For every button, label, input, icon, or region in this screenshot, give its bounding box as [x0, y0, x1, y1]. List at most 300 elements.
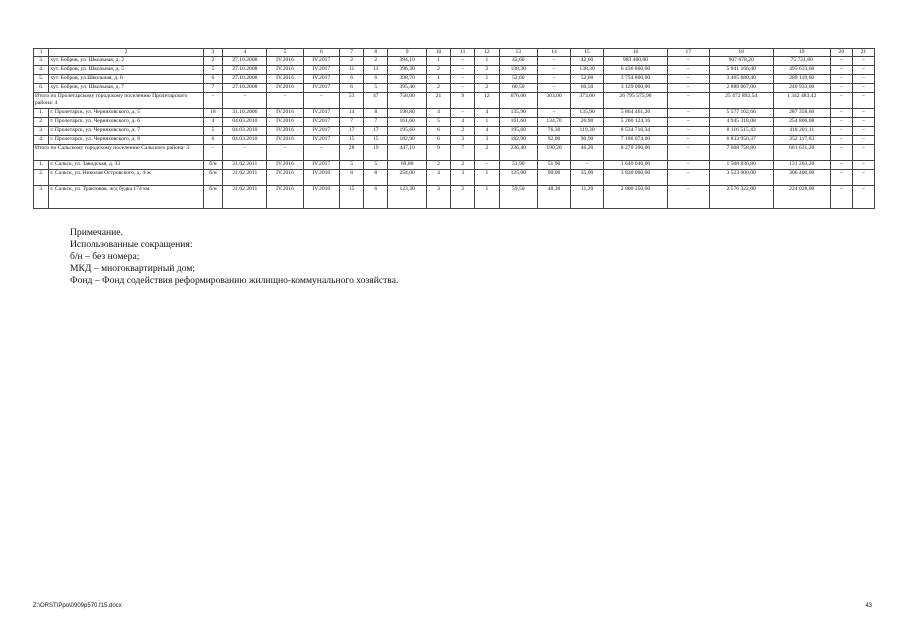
table-cell: 9	[426, 145, 450, 161]
table-cell: 60,50	[571, 84, 604, 93]
subtotal-label: Итого по Пролетарскому городскому поселению Пролетарского района: 4	[34, 93, 204, 109]
table-cell: 04.03.2010	[223, 136, 267, 145]
column-number-cell: 6	[303, 49, 339, 57]
table-cell: 236,40	[499, 145, 538, 161]
address-cell: г. Пролетарск, ул. Черняховского, д. 6	[49, 118, 203, 127]
table-cell: 5	[364, 161, 388, 170]
table-row	[34, 170, 875, 186]
table-cell: 1 342 483,42	[773, 93, 830, 109]
table-cell: 52,60	[499, 75, 538, 84]
table-cell: IV.2016	[267, 109, 303, 118]
address-cell: хут. Бобров, ул. Школьная, д. 2	[49, 57, 203, 66]
table-cell: 394,10	[388, 57, 427, 66]
table-cell: 3	[451, 136, 475, 145]
table-cell: 138,30	[499, 66, 538, 75]
column-number-cell: 2	[49, 49, 203, 57]
table-cell: 21	[426, 93, 450, 109]
column-number-cell: 4	[223, 49, 267, 57]
notes-block	[70, 227, 398, 287]
table-cell: 3 523 600,00	[709, 170, 773, 186]
column-number-cell: 20	[830, 49, 852, 57]
table-cell: 2 576 322,00	[709, 186, 773, 209]
table-row	[34, 136, 875, 145]
table-cell: 6	[339, 84, 363, 93]
table-cell: –	[830, 186, 852, 209]
table-cell: 76,30	[538, 127, 571, 136]
table-cell: –	[538, 75, 571, 84]
table-cell: –	[267, 93, 303, 109]
table-cell: 4	[203, 118, 223, 127]
table-cell: 21.02.2011	[223, 161, 267, 170]
table-cell: IV.2017	[303, 109, 339, 118]
table-cell: 75 721,80	[773, 57, 830, 66]
table-cell: 240 933,00	[773, 84, 830, 93]
table-cell: –	[852, 57, 874, 66]
table-cell: IV.2017	[303, 136, 339, 145]
table-cell: 7 608 758,80	[709, 145, 773, 161]
table-cell: 306 400,00	[773, 170, 830, 186]
table-cell: –	[852, 145, 874, 161]
table-cell: 447,10	[388, 145, 427, 161]
address-cell: г. Пролетарск, ул. Черняховского, д. 7	[49, 127, 203, 136]
table-cell: –	[852, 170, 874, 186]
table-cell: –	[852, 118, 874, 127]
table-cell: –	[667, 145, 709, 161]
table-cell: 5	[364, 84, 388, 93]
table-cell: –	[203, 145, 223, 161]
address-cell: хут. Бобров, ул. Школьная, д. 7	[49, 84, 203, 93]
table-body	[34, 49, 875, 209]
subtotal-row	[34, 145, 875, 161]
table-cell: –	[830, 57, 852, 66]
table-cell: 11,20	[571, 186, 604, 209]
table-cell: IV.2017	[303, 84, 339, 93]
table-cell: IV.2016	[267, 170, 303, 186]
table-cell: –	[830, 170, 852, 186]
table-cell: 418 201,11	[773, 127, 830, 136]
table-cell: 6	[426, 136, 450, 145]
table-cell: –	[667, 170, 709, 186]
table-cell: 125,00	[499, 170, 538, 186]
address-cell: г. Сальск, ул. Трактовая, ж/д будка 174 км	[49, 186, 203, 209]
table-cell: –	[538, 84, 571, 93]
table-cell: 373,00	[571, 93, 604, 109]
table-cell: 2	[475, 66, 499, 75]
address-cell: г. Сальск, ул. Заводская, д. 33	[49, 161, 203, 170]
table-cell: 287 358,60	[773, 109, 830, 118]
table-cell: 5 941 166,40	[709, 66, 773, 75]
table-cell: 5 864 461,26	[604, 109, 668, 118]
table-cell: 4	[475, 109, 499, 118]
table-cell: 2	[451, 127, 475, 136]
table-cell: –	[451, 109, 475, 118]
table-cell: –	[451, 57, 475, 66]
table-cell: 6	[364, 75, 388, 84]
table-cell: 135,90	[571, 109, 604, 118]
table-cell: 495 633,60	[773, 66, 830, 75]
table-cell: –	[830, 66, 852, 75]
table-cell: 4	[475, 127, 499, 136]
table-cell: 27.10.2008	[223, 66, 267, 75]
table-cell: 27.10.2008	[223, 57, 267, 66]
address-cell: хут. Бобров, ул. Школьная, д. 5	[49, 66, 203, 75]
table-cell: 21.02.2011	[223, 186, 267, 209]
table-cell: 182,90	[388, 136, 427, 145]
table-cell: 19	[364, 145, 388, 161]
table-cell: 7	[364, 118, 388, 127]
table-cell: –	[830, 145, 852, 161]
table-cell: 26,90	[571, 118, 604, 127]
table-cell: –	[667, 66, 709, 75]
table-cell: IV.2017	[303, 118, 339, 127]
table-cell: 3 830 000,00	[604, 170, 668, 186]
table-cell: –	[667, 161, 709, 170]
table-cell: 2	[203, 57, 223, 66]
table-cell: 8 270 396,00	[604, 145, 668, 161]
table-cell: IV.2016	[267, 127, 303, 136]
table-cell: 8	[364, 170, 388, 186]
table-cell: 90,00	[538, 170, 571, 186]
table-cell: IV.2017	[303, 66, 339, 75]
row-number-cell: 4.	[34, 66, 49, 75]
table-cell: –	[538, 57, 571, 66]
table-cell: IV.2016	[303, 170, 339, 186]
table-cell: 2	[475, 84, 499, 93]
table-cell: IV.2017	[303, 161, 339, 170]
table-cell: IV.2017	[303, 57, 339, 66]
table-cell: –	[852, 109, 874, 118]
table-cell: 48,30	[538, 186, 571, 209]
row-number-cell: 3.	[34, 57, 49, 66]
table-cell: 907 678,20	[709, 57, 773, 66]
row-number-cell: 1.	[34, 109, 49, 118]
table-cell: 182,90	[499, 136, 538, 145]
column-number-cell: 21	[852, 49, 874, 57]
footer-file-path: Z:\ORST\Ppo\0909p570.f15.docx	[33, 603, 122, 609]
table-cell: 5	[426, 118, 450, 127]
table-cell: –	[830, 75, 852, 84]
table-cell: –	[571, 161, 604, 170]
table-row	[34, 161, 875, 170]
column-number-cell: 9	[388, 49, 427, 57]
table-cell: 161,60	[499, 118, 538, 127]
table-cell: 21.02.2011	[223, 170, 267, 186]
table-cell: 1	[475, 57, 499, 66]
table-cell: 1 640 046,00	[604, 161, 668, 170]
table-cell: 1	[475, 170, 499, 186]
table-cell: –	[667, 84, 709, 93]
table-cell: 676,00	[499, 93, 538, 109]
table-row	[34, 57, 875, 66]
table-cell: –	[830, 93, 852, 109]
table-cell: 161,60	[388, 118, 427, 127]
table-cell: –	[223, 145, 267, 161]
table-cell: 6	[203, 75, 223, 84]
column-number-cell: 8	[364, 49, 388, 57]
table-cell: 15	[364, 136, 388, 145]
table-cell: 119,30	[571, 127, 604, 136]
table-cell: 2 800 350,00	[604, 186, 668, 209]
row-number-cell: 4.	[34, 136, 49, 145]
address-cell: г. Пролетарск, ул. Черняховского, д. 5	[49, 109, 203, 118]
table-cell: 60,50	[499, 84, 538, 93]
table-cell: 138,30	[571, 66, 604, 75]
table-cell: –	[451, 75, 475, 84]
table-cell: IV.2016	[267, 66, 303, 75]
table-cell: IV.2016	[267, 136, 303, 145]
table-cell: 289 119,60	[773, 75, 830, 84]
table-cell: 661 631,20	[773, 145, 830, 161]
table-cell: –	[303, 93, 339, 109]
table-cell: 983 400,00	[604, 57, 668, 66]
table-cell: 5	[203, 66, 223, 75]
table-cell: –	[667, 136, 709, 145]
table-cell: –	[852, 136, 874, 145]
table-cell: 3 129 000,00	[604, 84, 668, 93]
row-number-cell: 1.	[34, 161, 49, 170]
table-cell: 18	[203, 109, 223, 118]
table-cell: 52,60	[571, 75, 604, 84]
table-cell: –	[475, 161, 499, 170]
table-cell: 27.10.2008	[223, 75, 267, 84]
table-cell: 12	[475, 93, 499, 109]
table-cell: 69,80	[388, 161, 427, 170]
subtotal-label: Итого по Сальскому городскому поселению Сальского района: 3	[34, 145, 204, 161]
table-cell: –	[538, 109, 571, 118]
table-row	[34, 109, 875, 118]
table-cell: 8	[364, 109, 388, 118]
table-cell: IV.2016	[267, 57, 303, 66]
column-number-cell: 13	[499, 49, 538, 57]
table-cell: 131 203,20	[773, 161, 830, 170]
table-cell: IV.2016	[267, 161, 303, 170]
table-cell: 758,00	[388, 93, 427, 109]
table-cell: 6	[426, 127, 450, 136]
table-cell: 1	[475, 186, 499, 209]
table-cell: –	[852, 186, 874, 209]
table-row	[34, 186, 875, 209]
table-cell: 5 577 102,66	[709, 109, 773, 118]
table-cell: –	[830, 118, 852, 127]
table-cell: 3 465 680,40	[709, 75, 773, 84]
page-number: 43	[865, 603, 872, 609]
table-cell: 2	[426, 66, 450, 75]
table-cell: 2	[426, 161, 450, 170]
table-cell: –	[203, 93, 223, 109]
table-cell: IV.2016	[267, 84, 303, 93]
table-cell: 190,20	[538, 145, 571, 161]
table-cell: 17	[364, 127, 388, 136]
table-cell: 8	[339, 170, 363, 186]
table-cell: 15	[339, 136, 363, 145]
table-cell: –	[830, 127, 852, 136]
table-cell: –	[667, 186, 709, 209]
table-cell: 17	[339, 127, 363, 136]
address-cell: г. Сальск, ул. Николая Островского, д. 4-ж	[49, 170, 203, 186]
table-cell: 7 186 074,00	[604, 136, 668, 145]
table-cell: –	[830, 161, 852, 170]
table-cell: 1 508 836,80	[709, 161, 773, 170]
table-cell: IV.2017	[303, 75, 339, 84]
address-cell: хут. Бобров, ул.Школьная, д. 6	[49, 75, 203, 84]
table-cell: –	[852, 93, 874, 109]
column-number-cell: 11	[451, 49, 475, 57]
table-cell: 398,70	[388, 75, 427, 84]
table-cell: 6	[364, 186, 388, 209]
table-cell: 04.03.2010	[223, 127, 267, 136]
notes-line: МКД – многоквартирный дом;	[70, 263, 196, 274]
column-number-cell: 7	[339, 49, 363, 57]
table-cell: –	[451, 84, 475, 93]
table-cell: 123,30	[388, 186, 427, 209]
table-cell: 2	[364, 57, 388, 66]
table-cell: б/н	[203, 186, 223, 209]
table-cell: –	[667, 109, 709, 118]
table-cell: 8 534 716,34	[604, 127, 668, 136]
table-cell: IV.2016	[267, 118, 303, 127]
table-cell: 90,90	[571, 136, 604, 145]
table-cell: 92,00	[538, 136, 571, 145]
column-number-cell: 16	[604, 49, 668, 57]
table-cell: –	[667, 57, 709, 66]
row-number-cell: 2.	[34, 118, 49, 127]
notes-title: Примечание.	[70, 227, 123, 238]
table-cell: 1	[475, 75, 499, 84]
table-cell: 254 806,08	[773, 118, 830, 127]
table-cell: –	[223, 93, 267, 109]
table-cell: 15	[339, 186, 363, 209]
table-cell: 1	[426, 75, 450, 84]
table-cell: 1	[475, 118, 499, 127]
table-cell: 6	[203, 136, 223, 145]
row-number-cell: 3.	[34, 186, 49, 209]
table-cell: IV.2016	[267, 75, 303, 84]
table-cell: –	[667, 93, 709, 109]
table-cell: 2 888 067,00	[709, 84, 773, 93]
table-cell: 4 945 318,08	[709, 118, 773, 127]
table-cell: IV.2017	[303, 127, 339, 136]
table-cell: 04.03.2010	[223, 118, 267, 127]
table-cell: 7	[451, 145, 475, 161]
table-cell: 59,50	[499, 186, 538, 209]
table-cell: –	[303, 145, 339, 161]
table-cell: 2	[451, 186, 475, 209]
table-cell: IV.2016	[303, 186, 339, 209]
table-cell: 14	[339, 109, 363, 118]
table-cell: 42,60	[499, 57, 538, 66]
table-cell: –	[830, 136, 852, 145]
table-cell: 135,90	[499, 109, 538, 118]
table-cell: 396,30	[388, 66, 427, 75]
column-number-cell: 5	[267, 49, 303, 57]
table-row	[34, 66, 875, 75]
table-cell: 2	[426, 84, 450, 93]
table-cell: 51,90	[538, 161, 571, 170]
table-cell: 8 116 515,43	[709, 127, 773, 136]
table-cell: –	[852, 127, 874, 136]
table-cell: 28	[339, 145, 363, 161]
table-cell: 51,90	[499, 161, 538, 170]
table-cell: 4	[451, 118, 475, 127]
subtotal-row	[34, 93, 875, 109]
row-number-cell: 5.	[34, 75, 49, 84]
table-row	[34, 127, 875, 136]
table-cell: 35,00	[571, 170, 604, 186]
table-cell: 2	[451, 161, 475, 170]
column-number-cell: 3	[203, 49, 223, 57]
table-cell: 1	[426, 57, 450, 66]
table-row	[34, 118, 875, 127]
table-cell: 352 117,63	[773, 136, 830, 145]
table-cell: –	[830, 109, 852, 118]
table-cell: 3	[475, 136, 499, 145]
table-cell: 47	[364, 93, 388, 109]
table-cell: 3 754 800,00	[604, 75, 668, 84]
table-cell: 2	[475, 145, 499, 161]
table-cell: 5	[339, 161, 363, 170]
table-cell: –	[667, 118, 709, 127]
table-cell: –	[667, 127, 709, 136]
table-cell: б/н	[203, 170, 223, 186]
header-row	[34, 49, 875, 57]
table-cell: 11	[364, 66, 388, 75]
table-cell: –	[830, 84, 852, 93]
table-cell: –	[538, 66, 571, 75]
table-cell: 31.10.2006	[223, 109, 267, 118]
table-cell: 25 472 892,54	[709, 93, 773, 109]
table-cell: –	[451, 66, 475, 75]
table-cell: 27.10.2008	[223, 84, 267, 93]
table-cell: 6 436 800,00	[604, 66, 668, 75]
table-cell: 195,60	[499, 127, 538, 136]
table-cell: 26 795 575,96	[604, 93, 668, 109]
column-number-cell: 15	[571, 49, 604, 57]
register-table	[33, 48, 875, 209]
table-row	[34, 75, 875, 84]
table-cell: 3	[451, 170, 475, 186]
table-cell: 198,80	[388, 109, 427, 118]
table-cell: –	[852, 161, 874, 170]
table-cell: 46,20	[571, 145, 604, 161]
table-cell: 254,00	[388, 170, 427, 186]
table-cell: 11	[339, 66, 363, 75]
table-cell: –	[852, 66, 874, 75]
table-cell: 395,40	[388, 84, 427, 93]
table-cell: б/н	[203, 161, 223, 170]
table-cell: 4	[426, 109, 450, 118]
table-cell: 134,70	[538, 118, 571, 127]
table-cell: 2	[339, 57, 363, 66]
table-cell: 7	[339, 118, 363, 127]
notes-subtitle: Использованные сокращения:	[70, 239, 193, 250]
row-number-cell: 6.	[34, 84, 49, 93]
notes-line: б/н – без номера;	[70, 251, 140, 262]
column-number-cell: 17	[667, 49, 709, 57]
table-row	[34, 84, 875, 93]
table-cell: 5	[203, 127, 223, 136]
table-cell: 224 028,00	[773, 186, 830, 209]
table-cell: –	[852, 84, 874, 93]
table-cell: 5 200 124,16	[604, 118, 668, 127]
column-number-cell: 12	[475, 49, 499, 57]
row-number-cell: 2.	[34, 170, 49, 186]
table-cell: 3	[426, 186, 450, 209]
table-cell: 6	[339, 75, 363, 84]
table-cell: 4	[426, 170, 450, 186]
table-cell: 53	[339, 93, 363, 109]
row-number-cell: 3.	[34, 127, 49, 136]
table-cell: 9	[451, 93, 475, 109]
